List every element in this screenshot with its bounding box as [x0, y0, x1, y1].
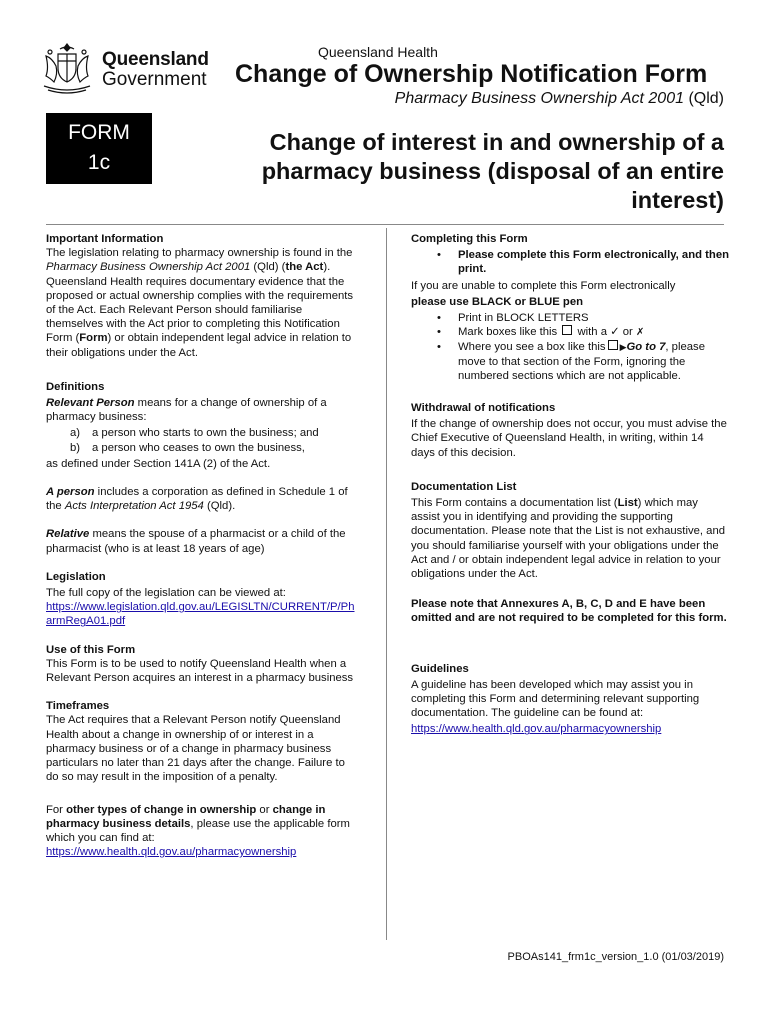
- relative-term: Relative: [46, 528, 90, 541]
- relevant-person-text: means for a change of ownership of a pharmacy business:: [46, 397, 327, 424]
- a-person-term: A person: [46, 486, 95, 499]
- timeframes-text: The Act requires that a Relevant Person notify Queensland Health about a change in ownership of or interest in a pharmacy business or of a change in pharmacy business particulars no later than 21 days after the change. Failure to do so may result in the imposition of a penalty.: [46, 714, 345, 784]
- important-text-2: (Qld) (: [250, 261, 286, 274]
- list-item: [411, 340, 729, 383]
- subtitle-suffix: (Qld): [684, 90, 724, 107]
- mark-boxes-text-2: with a: [574, 326, 611, 339]
- important-information-section: [46, 232, 360, 360]
- list-marker: b): [70, 441, 81, 454]
- logo-wordmark: [102, 50, 209, 89]
- legislation-section: [46, 570, 360, 629]
- completing-line-2: [411, 295, 729, 309]
- important-heading: Important Information: [46, 233, 164, 245]
- logo-line-1: Queensland: [102, 49, 209, 70]
- pharmacy-ownership-link[interactable]: https://www.health.qld.gov.au/pharmacyownership: [46, 846, 297, 859]
- check-mark-icon: ✓: [610, 326, 620, 339]
- page-title: Change of Ownership Notification Form: [235, 60, 708, 88]
- list-item-text: a person who ceases to own the business,: [92, 441, 305, 454]
- goto-box-icon: [608, 340, 618, 350]
- use-section: [46, 643, 360, 686]
- form-badge-line-1: FORM: [68, 121, 130, 144]
- goto-text-2: , please move to that section of the Form, ignoring the numbered sections which are not applicable.: [458, 341, 705, 382]
- annexures-note: Please note that Annexures A, B, C, D and E have been omitted and are not required to be completed for this form.: [411, 598, 727, 625]
- important-form-word: Form: [79, 332, 108, 345]
- header-org: Queensland Health: [318, 44, 438, 60]
- cross-mark-icon: ✗: [635, 327, 645, 339]
- timeframes-section: [46, 699, 360, 784]
- other-text-2: or: [256, 803, 273, 816]
- header-subtitle: [395, 90, 724, 108]
- completing-section: [411, 232, 729, 383]
- completing-heading: Completing this Form: [411, 233, 528, 245]
- important-text-4: ) or obtain independent legal advice in relation to their obligations under the Act.: [46, 332, 352, 359]
- legislation-link-wrap: [46, 600, 360, 628]
- relevant-person-term: Relevant Person: [46, 397, 135, 410]
- definitions-section: [46, 380, 360, 556]
- header-divider: [46, 224, 724, 225]
- subtitle-act: Pharmacy Business Ownership Act 2001: [394, 90, 684, 107]
- annexures-note-section: [411, 597, 729, 625]
- list-item: [411, 325, 729, 340]
- legislation-text: The full copy of the legislation can be viewed at:: [46, 587, 286, 600]
- important-text-1: The legislation relating to pharmacy ownership is found in the: [46, 247, 353, 260]
- guidelines-text: A guideline has been developed which may assist you in completing this Form and determining relevant supporting documentation. The guideline can be found at:: [411, 678, 700, 720]
- checkbox-sample-icon: [562, 325, 572, 335]
- list-item: [411, 311, 729, 325]
- list-item: [411, 248, 729, 276]
- documentation-heading: Documentation List: [411, 480, 517, 493]
- legislation-heading: Legislation: [46, 570, 106, 583]
- guidelines-link[interactable]: https://www.health.qld.gov.au/pharmacyownership: [411, 723, 662, 736]
- list-item-text: a person who starts to own the business; and: [92, 427, 319, 440]
- goto-text-1: Where you see a box like this: [458, 341, 606, 354]
- list-marker: a): [70, 427, 81, 440]
- column-divider: [386, 228, 387, 940]
- other-text-3: , please use the applicable form which you can find at:: [46, 817, 350, 844]
- pen-instruction: please use BLACK or BLUE pen: [411, 295, 583, 308]
- complete-electronically-text: Please complete this Form electronically, and then print.: [458, 249, 729, 276]
- definitions-heading: Definitions: [46, 380, 105, 393]
- legislation-link[interactable]: https://www.legislation.qld.gov.au/LEGISLTN/CURRENT/P/PharmRegA01.pdf: [46, 601, 355, 628]
- relevant-person-definition: [46, 396, 360, 424]
- documentation-text-2: ) which may assist you in identifying and providing the supporting documentation. Please note that the List is not exhaustive, and you should familiarise yourself with your obligations under the Act and / or obtain independent legal advice in relation to your obligations under the Act.: [411, 497, 726, 581]
- a-person-definition: [46, 485, 360, 513]
- relative-definition: [46, 527, 360, 555]
- left-column: [46, 232, 360, 873]
- form-badge-line-2: 1c: [87, 151, 111, 174]
- documentation-section: [411, 480, 729, 581]
- list-item: [46, 426, 360, 440]
- documentation-list-word: List: [617, 497, 638, 510]
- completing-line-1: If you are unable to complete this Form electronically: [411, 279, 676, 292]
- important-act-name: Pharmacy Business Ownership Act 2001: [46, 261, 251, 274]
- use-heading: Use of this Form: [46, 643, 136, 656]
- definition-after-text: as defined under Section 141A (2) of the Act.: [46, 457, 271, 470]
- a-person-act: Acts Interpretation Act 1954: [64, 500, 204, 513]
- timeframes-heading: Timeframes: [46, 700, 110, 713]
- withdrawal-text: If the change of ownership does not occur, you must advise the Chief Executive of Queensland Health, in writing, within 14 days of this decision.: [411, 418, 727, 459]
- important-the-act: the Act: [285, 261, 324, 274]
- withdrawal-heading: Withdrawal of notifications: [411, 402, 556, 415]
- guidelines-heading: Guidelines: [411, 662, 469, 675]
- right-column: [411, 232, 729, 751]
- withdrawal-section: [411, 401, 729, 460]
- guidelines-section: [411, 662, 729, 737]
- use-text: This Form is to be used to notify Queensland Health when a Relevant Person acquires an interest in a pharmacy business: [46, 657, 354, 685]
- other-bold-2: change in pharmacy business details: [46, 803, 326, 830]
- guidelines-link-wrap: [411, 722, 729, 736]
- mark-boxes-text-3: or: [619, 326, 636, 339]
- documentation-text: [411, 496, 729, 581]
- mark-boxes-text-1: Mark boxes like this: [458, 326, 561, 339]
- important-text: [46, 246, 360, 360]
- a-person-text-1: includes a corporation as defined in Schedule 1 of the: [46, 486, 348, 513]
- important-text-3: ). Queensland Health requires documentary evidence that the proposed or actual ownership complies with the requirements of the Act. Each Relevant Person should familiarise themselves with the Act prior to completing this Notification Form (: [46, 261, 354, 345]
- queensland-government-logo: [38, 40, 218, 96]
- goto-arrow-icon: ▶: [619, 342, 627, 353]
- other-types-text: [46, 803, 360, 846]
- completing-bold-list: [411, 248, 729, 276]
- a-person-text-2: (Qld).: [203, 500, 236, 513]
- documentation-text-1: This Form contains a documentation list (: [411, 497, 618, 510]
- other-link-wrap: [46, 845, 360, 859]
- other-text-1: For: [46, 803, 67, 816]
- relative-text: means the spouse of a pharmacist or a child of the pharmacist (who is at least 18 years of age): [46, 528, 346, 555]
- block-letters-text: Print in BLOCK LETTERS: [458, 312, 589, 325]
- goto-label: Go to 7: [626, 341, 666, 354]
- logo-line-2: Government: [102, 69, 207, 90]
- document-version-footer: PBOAs141_frm1c_version_1.0 (01/03/2019): [507, 951, 724, 963]
- relevant-person-list: [46, 426, 360, 454]
- list-item: [46, 441, 360, 455]
- completing-list: [411, 311, 729, 383]
- other-bold-1: other types of change in ownership: [66, 803, 257, 816]
- coat-of-arms-icon: [38, 40, 96, 96]
- form-main-title: Change of interest in and ownership of a pharmacy business (disposal of an entire interest): [261, 129, 724, 213]
- other-types-section: [46, 803, 360, 860]
- form-number-badge: [46, 113, 152, 184]
